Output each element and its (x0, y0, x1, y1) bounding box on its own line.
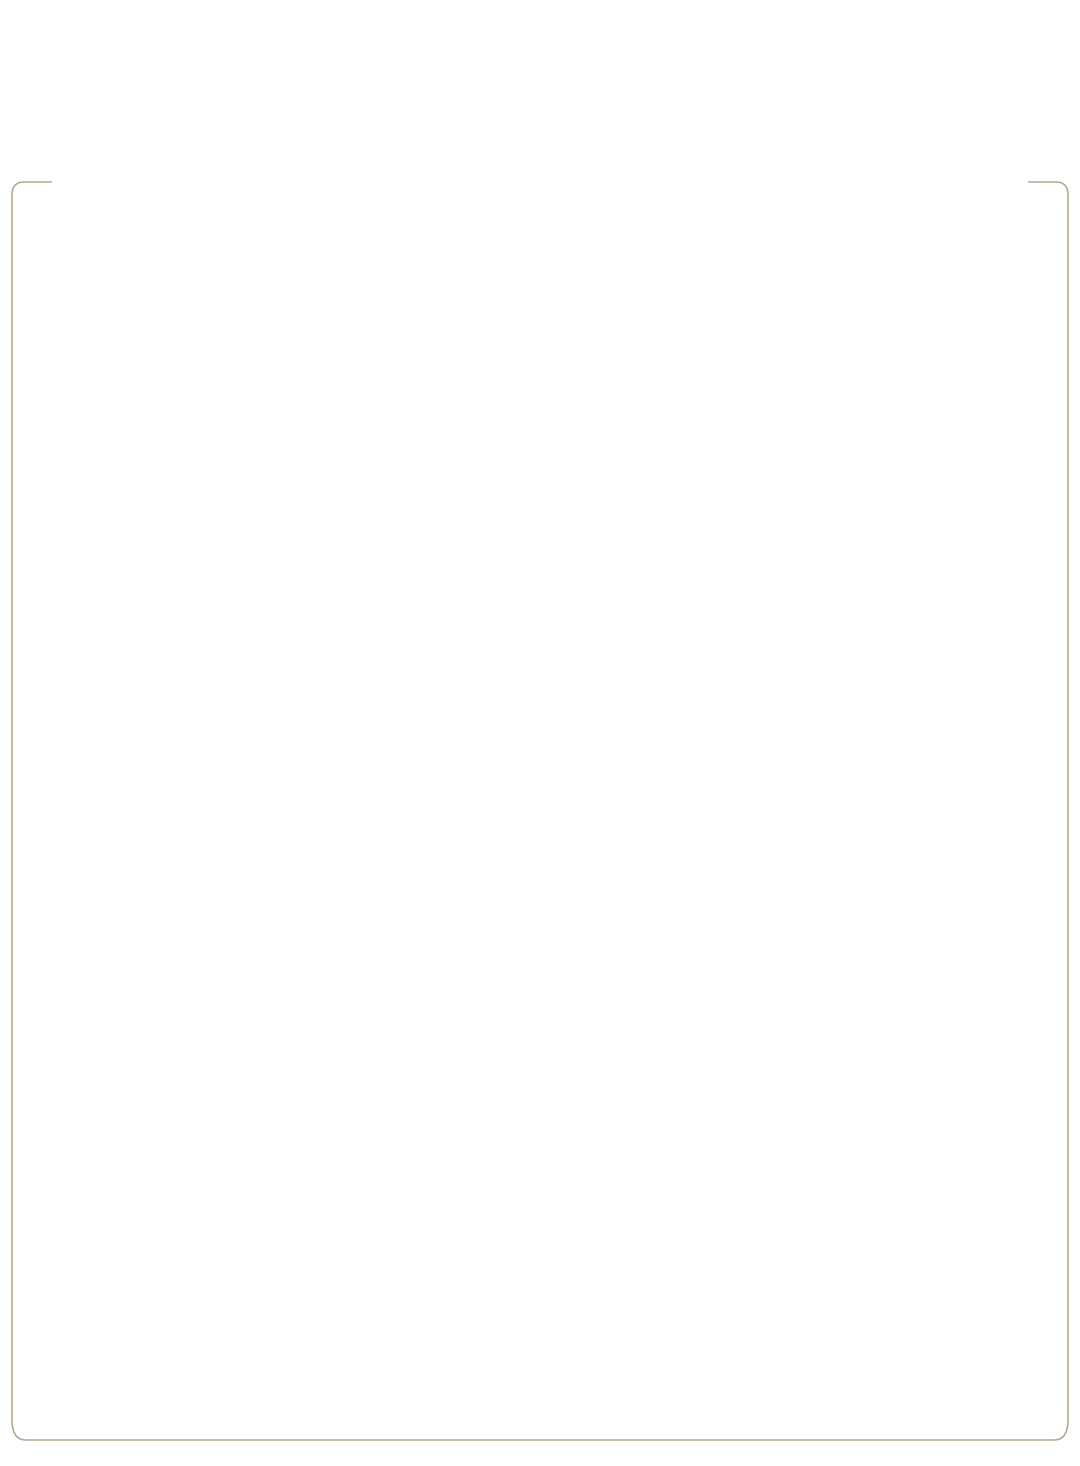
arch-border-icon (70, 1062, 1015, 1106)
arch-ornament-icon (476, 18, 604, 70)
